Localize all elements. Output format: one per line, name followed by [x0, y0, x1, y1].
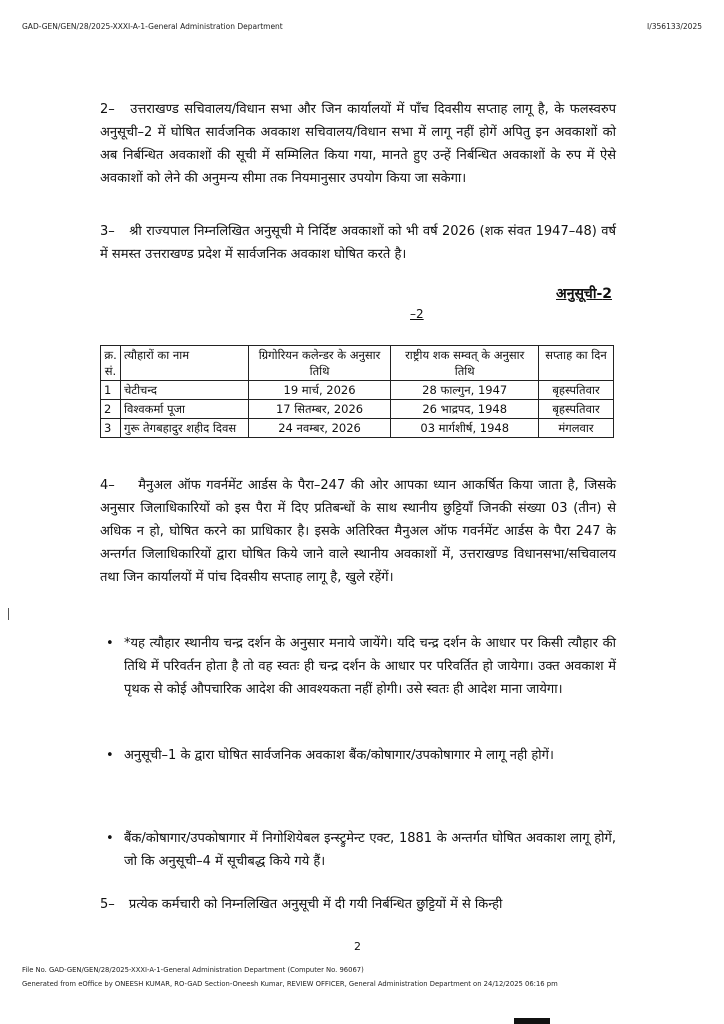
bullet-dot-icon: •	[106, 636, 114, 651]
cell-weekday: मंगलवार	[539, 419, 614, 438]
cell-serial: 3	[101, 419, 121, 438]
paragraph-5	[100, 893, 620, 916]
bullet-dot-icon: •	[106, 831, 114, 846]
cell-shaka-date: 28 फाल्गुन, 1947	[391, 381, 539, 400]
paragraph-4	[100, 474, 616, 589]
page-number: 2	[354, 940, 361, 953]
schedule-label	[556, 284, 612, 303]
bullet-text: अनुसूची–1 के द्वारा घोषित सार्वजनिक अवकाश बैंक/कोषागार/उपकोषागार मे लागू नही होगें।	[124, 748, 554, 763]
paragraph-text: श्री राज्यपाल निम्नलिखित अनुसूची मे निर्दिष्ट अवकाशों को भी वर्ष 2026 (शक संवत 1947–48) वर्ष में समस्त उत्तराखण्ड प्रदेश में सार्वजनिक अवकाश घोषित करते है।	[100, 224, 616, 262]
schedule-label-prefix: अनुसूची-	[556, 286, 603, 302]
cell-shaka-date: 03 मार्गशीर्ष, 1948	[391, 419, 539, 438]
header-serial: क्र. सं.	[101, 346, 121, 381]
paragraph-3	[100, 220, 616, 266]
paragraph-number: 5–	[100, 897, 115, 912]
paragraph-text: मैनुअल ऑफ गवर्नमेंट आर्डस के पैरा–247 की ओर आपका ध्यान आकर्षित किया जाता है, जिसके अनुसार जिलाधिकारियों को इस पैरा में दिए प्रतिबन्धों के साथ स्थानीय छुट्टियाँ जिनकी संख्या 03 (तीन) से अधिक न हो, घोषित करने का प्राधिकार है। इसके अतिरिक्त मैनुअल ऑफ गवर्नमेंट आर्डस के पैरा 247 के अन्तर्गत जिलाधिकारियों द्वारा घोषित किये जाने वाले स्थानीय अवकाशों में, उत्तराखण्ड विधानसभा/सचिवालय तथा जिन कार्यालयों में पांच दिवसीय सप्ताह लागू है, खुले रहेंगें।	[100, 478, 616, 585]
cell-festival-name: गुरू तेगबहादुर शहीद दिवस	[120, 419, 248, 438]
header-shaka-date: राष्ट्रीय शक सम्वत् के अनुसार तिथि	[391, 346, 539, 381]
bullet-item-lunar-note	[106, 632, 616, 701]
paragraph-2	[100, 98, 616, 190]
cell-weekday: बृहस्पतिवार	[539, 400, 614, 419]
cell-shaka-date: 26 भाद्रपद, 1948	[391, 400, 539, 419]
cell-gregorian-date: 17 सितम्बर, 2026	[248, 400, 391, 419]
table-row	[101, 381, 614, 400]
cell-festival-name: विश्वकर्मा पूजा	[120, 400, 248, 419]
margin-mark	[8, 608, 9, 620]
file-reference-header: GAD-GEN/GEN/28/2025-XXXI-A-1-General Administration Department	[22, 22, 283, 31]
footer-file-number: File No. GAD-GEN/GEN/28/2025-XXXI-A-1-General Administration Department (Computer No. 96067)	[22, 966, 364, 974]
bullet-item-bank-exclusion	[106, 744, 616, 767]
bullet-dot-icon: •	[106, 748, 114, 763]
header-festival-name: त्यौहारों का नाम	[120, 346, 248, 381]
cell-gregorian-date: 19 मार्च, 2026	[248, 381, 391, 400]
header-weekday: सप्ताह का दिन	[539, 346, 614, 381]
schedule-sub-label: –2	[410, 307, 424, 321]
paragraph-text: उत्तराखण्ड सचिवालय/विधान सभा और जिन कार्यालयों में पाँच दिवसीय सप्ताह लागू है, के फलस्वरुप अनुसूची–2 में घोषित सार्वजनिक अवकाश सचिवालय/विधान सभा में लागू नहीं होगें अपितु इन अवकाशों को अब निर्बन्धित अवकाशों की सूची में सम्मिलित किया गया, मानते हुए उन्हें निर्बन्धित अवकाशों के रुप में ऐसे अवकाशों को लेने की अनुमन्य सीमा तक नियमानुसार उपयोग किया जा सकेगा।	[100, 102, 616, 186]
table-header-row	[101, 346, 614, 381]
cell-serial: 2	[101, 400, 121, 419]
footer-generated-by: Generated from eOffice by ONEESH KUMAR, RO-GAD Section-Oneesh Kumar, REVIEW OFFICER, General Administration Department on 24/12/2025 06:16 pm	[22, 980, 558, 988]
document-id-header: I/356133/2025	[647, 22, 702, 31]
cell-serial: 1	[101, 381, 121, 400]
holiday-table	[100, 345, 614, 438]
cell-weekday: बृहस्पतिवार	[539, 381, 614, 400]
paragraph-number: 2–	[100, 102, 115, 117]
table-row	[101, 419, 614, 438]
paragraph-number: 3–	[100, 224, 115, 239]
bullet-text: *यह त्यौहार स्थानीय चन्द्र दर्शन के अनुसार मनाये जायेंगे। यदि चन्द्र दर्शन के आधार पर किसी त्यौहार की तिथि में परिवर्तन होता है तो वह स्वतः ही चन्द्र दर्शन के आधार पर परिवर्तित हो जायेगा। उक्त अवकाश में पृथक से कोई औपचारिक आदेश की आवश्यकता नहीं होगी। उसे स्वतः ही आदेश माना जायेगा।	[124, 636, 616, 697]
schedule-label-number: 2	[602, 286, 613, 302]
table-row	[101, 400, 614, 419]
header-gregorian-date: ग्रिगोरियन कलेन्डर के अनुसार तिथि	[248, 346, 391, 381]
bullet-text: बैंक/कोषागार/उपकोषागार में निगोशियेबल इन्स्ट्रुमेन्ट एक्ट, 1881 के अन्तर्गत घोषित अवकाश लागू होगें, जो कि अनुसूची–4 में सूचीबद्ध किये गये हैं।	[124, 831, 616, 869]
paragraph-text: प्रत्येक कर्मचारी को निम्नलिखित अनुसूची में दी गयी निर्बन्धित छुट्टियों में से किन्ही	[128, 897, 503, 912]
bullet-item-negotiable-instruments	[106, 827, 616, 873]
scan-edge-mark	[514, 1018, 550, 1024]
paragraph-number: 4–	[100, 478, 115, 493]
cell-festival-name: चेटीचन्द	[120, 381, 248, 400]
cell-gregorian-date: 24 नवम्बर, 2026	[248, 419, 391, 438]
